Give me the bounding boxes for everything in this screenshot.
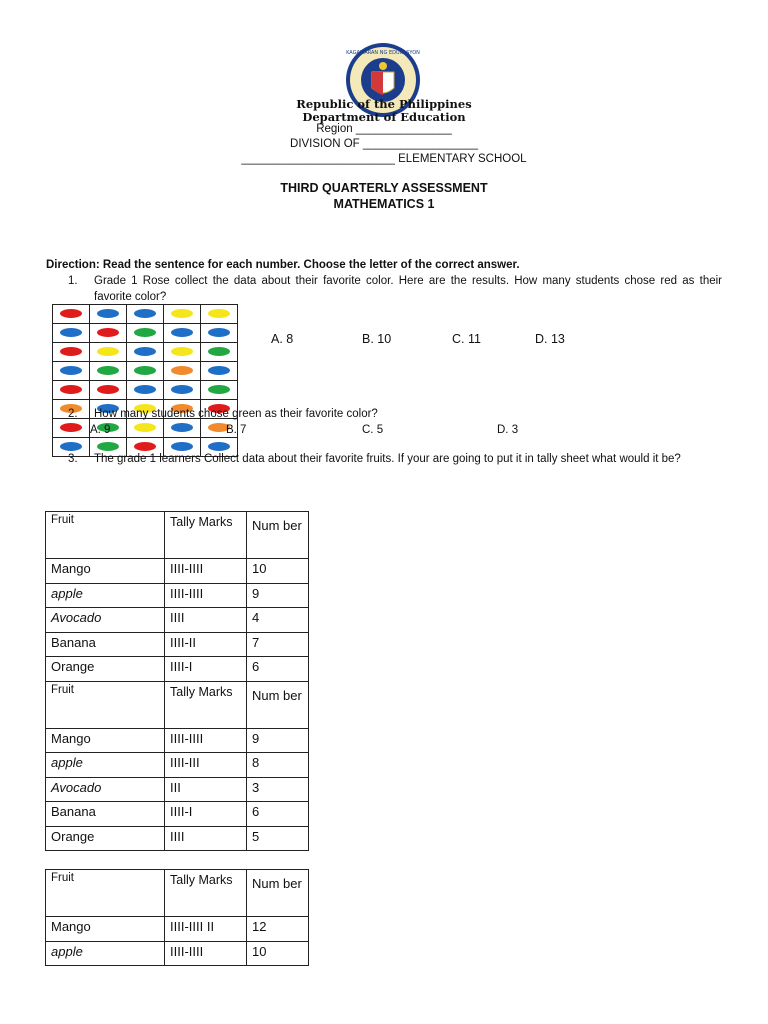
blue-dot — [208, 366, 230, 375]
yellow-dot — [134, 423, 156, 432]
department-heading: Department of Education — [302, 110, 466, 124]
tally-header: Tally Marks — [165, 870, 247, 917]
number-cell: 12 — [247, 917, 309, 942]
blue-dot — [60, 442, 82, 451]
tally-cell: IIII-I — [165, 657, 247, 682]
green-dot — [134, 366, 156, 375]
blue-dot — [134, 309, 156, 318]
q1-choice-c: C. 11 — [452, 332, 481, 346]
number-cell: 6 — [247, 802, 309, 827]
q1-choice-a: A. 8 — [271, 332, 294, 346]
grid-cell — [201, 305, 238, 324]
grid-cell — [53, 362, 90, 381]
tally-header: Tally Marks — [165, 512, 247, 559]
green-dot — [208, 347, 230, 356]
red-dot — [60, 347, 82, 356]
q1-choice-b: B. 10 — [362, 332, 392, 346]
fruit-cell: Banana — [46, 632, 165, 657]
grid-cell — [201, 362, 238, 381]
grid-cell — [164, 362, 201, 381]
q3-text: The grade 1 learners Collect data about their favorite fruits. If your are going to put it in tally sheet what would it be? — [94, 453, 681, 465]
grid-cell — [53, 305, 90, 324]
school-line: ________________________ ELEMENTARY SCHOOL — [241, 153, 527, 165]
number-cell: 9 — [247, 583, 309, 608]
number-header: Num ber — [247, 681, 309, 728]
blue-dot — [60, 366, 82, 375]
grid-cell — [201, 381, 238, 400]
grid-cell — [127, 381, 164, 400]
region-line: Region _______________ — [316, 123, 452, 135]
tally-cell: IIII-IIII — [165, 583, 247, 608]
yellow-dot — [171, 347, 193, 356]
number-cell: 9 — [247, 728, 309, 753]
number-cell: 7 — [247, 632, 309, 657]
svg-text:KAGAWARAN NG EDUKASYON: KAGAWARAN NG EDUKASYON — [346, 50, 420, 56]
grid-cell — [201, 324, 238, 343]
fruit-cell: apple — [46, 941, 165, 966]
q1-text: Grade 1 Rose collect the data about their favorite color. Here are the results. How many students chose red as their favorite color? — [94, 275, 722, 303]
yellow-dot — [97, 347, 119, 356]
number-header: Num ber — [247, 870, 309, 917]
green-dot — [97, 442, 119, 451]
q2-choice-a: A. 9 — [90, 424, 111, 436]
grid-cell — [127, 305, 164, 324]
q2-number: 2. — [68, 408, 78, 420]
division-line: DIVISION OF __________________ — [290, 138, 478, 150]
red-dot — [97, 328, 119, 337]
grid-cell — [127, 324, 164, 343]
red-dot — [60, 309, 82, 318]
number-cell: 6 — [247, 657, 309, 682]
blue-dot — [60, 328, 82, 337]
yellow-dot — [208, 309, 230, 318]
q2-choice-d: D. 3 — [497, 424, 519, 436]
grid-cell — [53, 381, 90, 400]
fruit-cell: apple — [46, 583, 165, 608]
fruit-header: Fruit — [46, 681, 165, 728]
tally-table-option-3 — [45, 869, 309, 966]
blue-dot — [171, 423, 193, 432]
tally-cell: IIII-IIII II — [165, 917, 247, 942]
republic-heading: Republic of the Philippines — [296, 97, 472, 111]
number-cell: 4 — [247, 608, 309, 633]
number-cell: 10 — [247, 941, 309, 966]
blue-dot — [208, 442, 230, 451]
assessment-title: THIRD QUARTERLY ASSESSMENT — [280, 181, 488, 195]
q2-choice-b: B. 7 — [226, 424, 247, 436]
blue-dot — [208, 328, 230, 337]
fruit-header: Fruit — [46, 870, 165, 917]
green-dot — [134, 328, 156, 337]
grid-cell — [201, 343, 238, 362]
q3-number: 3. — [68, 453, 78, 465]
green-dot — [97, 366, 119, 375]
blue-dot — [171, 328, 193, 337]
red-dot — [60, 385, 82, 394]
tally-cell: IIII — [165, 608, 247, 633]
fruit-cell: Avocado — [46, 608, 165, 633]
orange-dot — [171, 366, 193, 375]
blue-dot — [171, 385, 193, 394]
number-cell: 10 — [247, 559, 309, 584]
direction-text: Direction: Read the sentence for each number. Choose the letter of the correct answer. — [46, 259, 520, 271]
blue-dot — [171, 442, 193, 451]
tally-header: Tally Marks — [165, 681, 247, 728]
red-dot — [97, 385, 119, 394]
fruit-cell: Mango — [46, 728, 165, 753]
tally-cell: IIII-IIII — [165, 728, 247, 753]
tally-cell: IIII-IIII — [165, 559, 247, 584]
q1-number: 1. — [68, 275, 78, 287]
red-dot — [60, 423, 82, 432]
subject-title: MATHEMATICS 1 — [333, 197, 435, 211]
q2-text: How many students chose green as their favorite color? — [94, 408, 378, 420]
fruit-cell: Avocado — [46, 777, 165, 802]
q2-choice-c: C. 5 — [362, 424, 384, 436]
grid-cell — [90, 381, 127, 400]
tally-cell: IIII-I — [165, 802, 247, 827]
grid-cell — [90, 362, 127, 381]
tally-cell: IIII-III — [165, 753, 247, 778]
grid-cell — [90, 343, 127, 362]
yellow-dot — [171, 309, 193, 318]
fruit-cell: Banana — [46, 802, 165, 827]
grid-cell — [164, 324, 201, 343]
number-cell: 5 — [247, 826, 309, 851]
tally-table-option-1 — [45, 511, 309, 851]
grid-cell — [53, 343, 90, 362]
number-cell: 8 — [247, 753, 309, 778]
grid-cell — [90, 324, 127, 343]
grid-cell — [164, 305, 201, 324]
fruit-cell: apple — [46, 753, 165, 778]
tally-cell: IIII-IIII — [165, 941, 247, 966]
tally-cell: IIII-II — [165, 632, 247, 657]
number-cell: 3 — [247, 777, 309, 802]
grid-cell — [127, 343, 164, 362]
blue-dot — [97, 309, 119, 318]
tally-cell: IIII — [165, 826, 247, 851]
red-dot — [134, 442, 156, 451]
grid-cell — [164, 381, 201, 400]
blue-dot — [134, 385, 156, 394]
fruit-cell: Mango — [46, 917, 165, 942]
green-dot — [208, 385, 230, 394]
grid-cell — [127, 362, 164, 381]
favorite-color-grid — [52, 304, 238, 457]
fruit-header: Fruit — [46, 512, 165, 559]
q1-choice-d: D. 13 — [535, 332, 565, 346]
grid-cell — [164, 343, 201, 362]
grid-cell — [90, 305, 127, 324]
fruit-cell: Orange — [46, 657, 165, 682]
fruit-cell: Mango — [46, 559, 165, 584]
tally-cell: III — [165, 777, 247, 802]
blue-dot — [134, 347, 156, 356]
fruit-cell: Orange — [46, 826, 165, 851]
number-header: Num ber — [247, 512, 309, 559]
grid-cell — [53, 324, 90, 343]
